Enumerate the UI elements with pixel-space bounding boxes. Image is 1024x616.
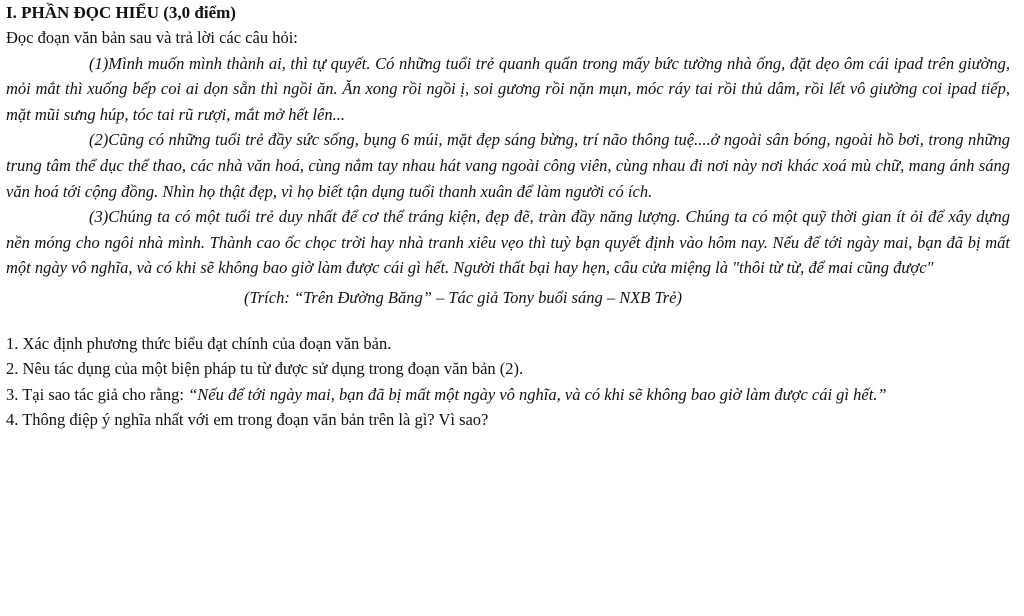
passage-paragraph-1 (6, 51, 1010, 128)
passage-paragraph-3 (6, 204, 1010, 281)
question-list (6, 331, 1010, 433)
passage-paragraph-2-text: (2)Cũng có những tuổi trẻ đầy sức sống, bụng 6 múi, mặt đẹp sáng bừng, trí não thông tuệ....ở ngoài sân bóng, ngoài hồ bơi, trong những trung tâm thể dục thể thao, các nhà văn hoá, cùng nắm tay nhau hát vang ngoài công viên, cùng nhau đi nơi này nơi khác xoá mù chữ, mang ánh sáng văn hoá tới cộng đồng. Nhìn họ thật đẹp, vì họ biết tận dụng tuổi thanh xuân để làm người có ích. (6, 130, 1010, 201)
reading-passage (6, 51, 1010, 281)
question-3 (6, 382, 1010, 408)
question-4: 4. Thông điệp ý nghĩa nhất với em trong đoạn văn bản trên là gì? Vì sao? (6, 410, 489, 430)
source-citation: (Trích: “Trên Đường Băng” – Tác giả Tony buổi sáng – NXB Trẻ) (244, 287, 682, 307)
passage-paragraph-2 (6, 127, 1010, 204)
question-3-lead: 3. Tại sao tác giả cho rằng: (6, 384, 189, 404)
question-2: 2. Nêu tác dụng của một biện pháp tu từ được sử dụng trong đoạn văn bản (2). (6, 359, 524, 379)
passage-paragraph-3-text: (3)Chúng ta có một tuổi trẻ duy nhất để cơ thể tráng kiện, đẹp đẽ, tràn đầy năng lượng. Chúng ta có một quỹ thời gian ít ỏi để xây dựng nền móng cho ngôi nhà mình. Thành cao ốc chọc trời hay nhà tranh xiêu vẹo thì tuỳ bạn quyết định vào hôm nay. Nếu để tới ngày mai, bạn đã bị mất một ngày vô nghĩa, và có khi sẽ không bao giờ làm được cái gì hết. Người thất bại hay hẹn, câu cửa miệng là "thôi từ từ, để mai cũng được" (6, 207, 1010, 278)
passage-paragraph-1-text: (1)Mình muốn mình thành ai, thì tự quyết. Có những tuổi trẻ quanh quẩn trong mấy bức tường nhà ống, đặt dẹo ôm cái ipad trên giường, mỏi mắt thì xuống bếp coi ai dọn sẵn thì ngồi ăn. Ăn xong rồi ngồi ị, soi gương rồi nặn mụn, móc ráy tai rồi thủ dâm, rồi lết vô giường coi ipad tiếp, mặt mũi sưng húp, tóc tai rũ rượi, mắt mở hết lên... (6, 53, 1010, 124)
question-3-quote: “Nếu để tới ngày mai, bạn đã bị mất một ngày vô nghĩa, và có khi sẽ không bao giờ làm được cái gì hết.” (188, 384, 887, 404)
instruction-text: Đọc đoạn văn bản sau và trả lời các câu hỏi: (6, 28, 298, 47)
question-1: 1. Xác định phương thức biểu đạt chính của đoạn văn bản. (6, 333, 392, 353)
section-title: I. PHẦN ĐỌC HIỂU (3,0 điểm) (6, 3, 236, 22)
